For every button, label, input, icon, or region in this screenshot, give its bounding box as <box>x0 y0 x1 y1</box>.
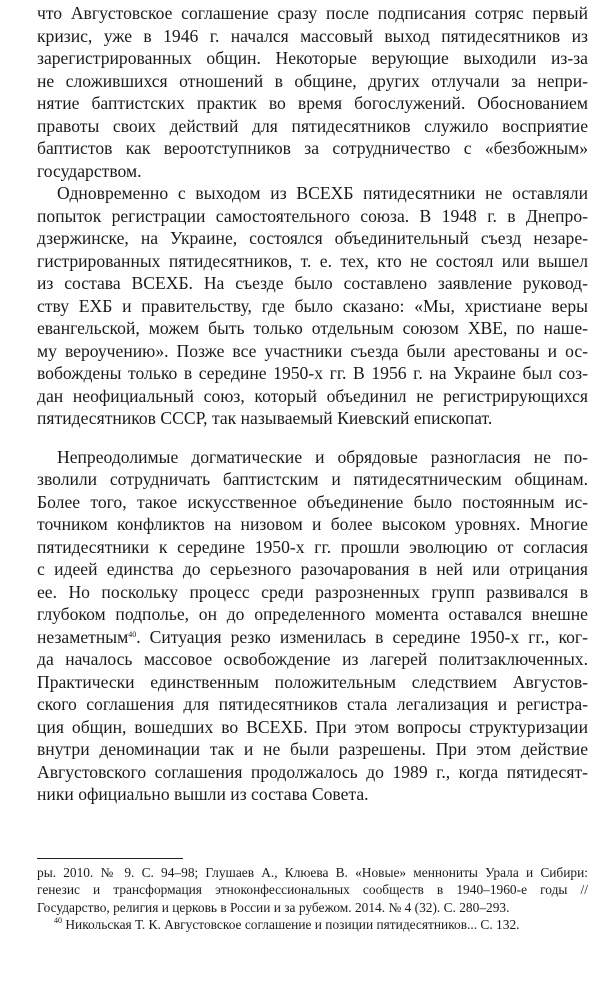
text-line: глубоком подполье, он до определенного момента оставался внешне <box>37 604 588 624</box>
text-line: Практически единственным положительным следствием Августов- <box>37 671 588 692</box>
text-line: Одновременно с выходом из ВСЕХБ пятидесятники не оставляли <box>57 183 588 203</box>
text-line: ники официально вышли из состава Совета. <box>37 784 369 804</box>
text-line: ского соглашения для пятидесятников стала легализация и регистра- <box>37 694 588 714</box>
text-line: дзержинске, на Украине, состоялся объединительный съезд незаре- <box>37 228 588 248</box>
text-line: зарегистрированных общин. Некоторые верующие выходили из-за <box>37 48 588 68</box>
text-line: зволили сотрудничать баптистским и пятидесятническим общинам. <box>37 469 588 489</box>
text-line: дан неофициальный союз, который объединил не регистрирующихся <box>37 385 588 406</box>
text-line: ству ЕХБ и правительству, где было сказано: «Мы, христиане веры <box>37 295 588 316</box>
footnote-line: генезис и трансформация этноконфессиональных сообществ в 1940–1960-е годы // <box>37 882 588 898</box>
text-line: баптистов как вероотступников за сотрудничество с «безбожным» <box>37 138 588 158</box>
text-fragment: незаметным <box>37 626 129 647</box>
footnotes <box>37 864 588 934</box>
text-line: незаметным$^{40}$. Ситуация резко изменилась в середине 1950-х гг., ког- <box>37 626 588 647</box>
text-line: пятидесятников СССР, так называемый Киевский епископат. <box>37 408 493 428</box>
text-line: Августовского соглашения продолжалось до 1989 г., когда пятидесят- <box>37 761 588 782</box>
text-line: с идеей единства до серьезного разочарования в ней или отрицания <box>37 559 588 579</box>
footnote-ref[interactable]: 40 <box>128 629 137 639</box>
text-line: ее. Но поскольку процесс среди разрозненных групп развивался в <box>37 581 588 602</box>
body-text <box>37 0 588 806</box>
footnote-40 <box>37 916 588 933</box>
text-line: Более того, такое искусственное объединение было постоянным ис- <box>37 491 588 512</box>
document-page <box>37 0 588 1005</box>
text-line: му вероучению». Позже все участники съезда были арестованы и ос- <box>37 340 588 361</box>
text-line: правоты своих действий для пятидесятников служило восприятие <box>37 115 588 136</box>
footnote-divider <box>37 858 183 859</box>
text-line: попыток регистрации самостоятельного союза. В 1948 г. в Днепро- <box>37 205 588 226</box>
text-line: государством. <box>37 160 142 181</box>
text-line: ция общин, вошедших во ВСЕХБ. При этом вопросы структуризации <box>37 716 588 737</box>
text-line: Непреодолимые догматические и обрядовые разногласия не по- <box>57 446 588 467</box>
paragraph-2 <box>37 182 588 430</box>
text-line: гистрированных пятидесятников, т. е. тех, кто не состоял или вышел <box>37 250 588 271</box>
footnote-text: Никольская Т. К. Августовское соглашение и позиции пятидесятников... С. 132. <box>65 917 520 933</box>
text-line: кризис, уже в 1946 г. начался массовый выход пятидесятников из <box>37 25 588 46</box>
text-line: да началось массовое освобождение из лагерей политзаключенных. <box>37 649 588 669</box>
text-fragment: Ситуация резко изменилась в середине 1950-х гг., ког- <box>149 626 588 647</box>
text-line: из состава ВСЕХБ. На съезде было составлено заявление руковод- <box>37 273 588 293</box>
footnote-line: Государство, религия и церковь в России и за рубежом. 2014. № 4 (32). С. 280–293. <box>37 899 510 915</box>
text-line: точником конфликтов на низовом и более высоком уровнях. Многие <box>37 514 588 534</box>
paragraph-1 <box>37 2 588 182</box>
paragraph-3 <box>37 446 588 806</box>
text-line: пятидесятники к середине 1950-х гг. прошли эволюцию от согласия <box>37 536 588 557</box>
footnote-number: 40 <box>54 916 62 926</box>
text-line: что Августовское соглашение сразу после подписания сотряс первый <box>37 3 588 23</box>
text-line: не сложившихся отношений в общине, других отлучали за непри- <box>37 70 588 91</box>
text-line: вобождены только в середине 1950-х гг. В 1956 г. на Украине был соз- <box>37 363 588 383</box>
footnote-line: ры. 2010. № 9. С. 94–98; Глушаев А., Клюева В. «Новые» меннониты Урала и Сибири: <box>37 865 588 880</box>
text-line: внутри деноминации так и не были разрешены. При этом действие <box>37 739 588 759</box>
text-line: нятие баптистских практик во время богослужений. Обоснованием <box>37 93 588 113</box>
text-line: евангельской, можем быть только отдельным союзом ХВЕ, по наше- <box>37 318 588 338</box>
